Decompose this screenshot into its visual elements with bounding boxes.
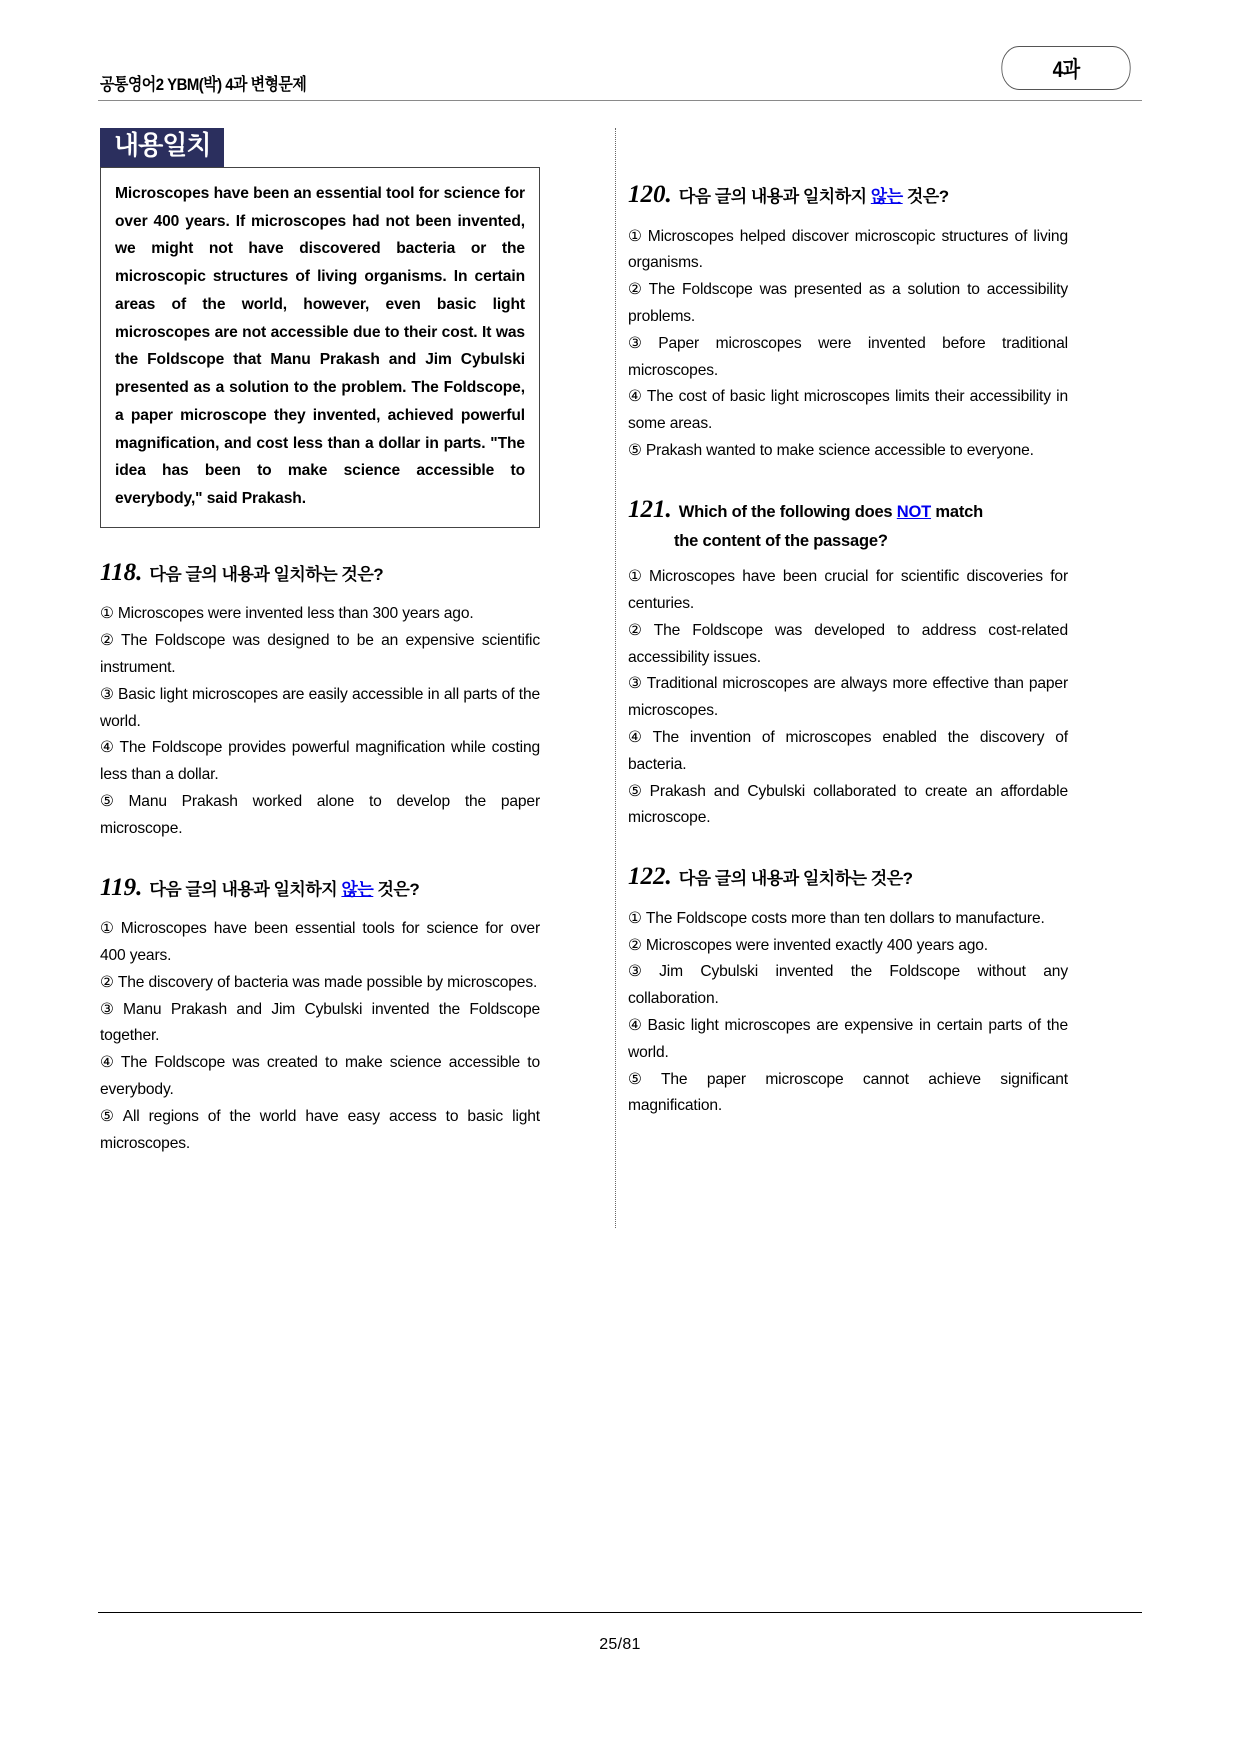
question-120-negation: 않는	[870, 187, 903, 206]
question-120-prompt-before: 다음 글의 내용과 일치하지	[678, 187, 871, 206]
question-120-choice-1[interactable]	[628, 224, 1068, 278]
choice-text: The Foldscope was designed to be an expensive scientific instrument.	[100, 632, 540, 677]
question-121-choice-5[interactable]	[628, 779, 1068, 833]
choice-marker: ②	[628, 936, 642, 954]
choice-text: Prakash and Cybulski collaborated to create an affordable microscope.	[628, 782, 1068, 827]
question-118-choice-3[interactable]	[100, 682, 540, 736]
choice-marker: ④	[100, 739, 116, 757]
question-121-negation: NOT	[896, 502, 932, 521]
question-119-choice-1[interactable]	[100, 916, 540, 970]
choice-marker: ③	[100, 685, 115, 703]
question-119-choice-2[interactable]	[100, 970, 540, 997]
question-119-number: 119.	[100, 873, 143, 901]
question-121-prompt-line2: the content of the passage?	[674, 532, 888, 551]
question-120-choice-5[interactable]	[628, 438, 1068, 465]
choice-marker: ④	[100, 1054, 117, 1072]
question-119-choice-3[interactable]	[100, 997, 540, 1051]
choice-text: The paper microscope cannot achieve significant magnification.	[628, 1070, 1068, 1115]
choice-marker: ⑤	[628, 782, 646, 800]
question-118-choice-4[interactable]	[100, 735, 540, 789]
choice-text: The invention of microscopes enabled the discovery of bacteria.	[628, 728, 1068, 773]
choice-marker: ②	[100, 973, 114, 991]
question-121-number: 121.	[628, 495, 672, 523]
question-122-number: 122.	[628, 863, 672, 891]
choice-marker: ④	[628, 728, 649, 746]
choice-marker: ③	[628, 334, 655, 352]
question-118-heading	[100, 554, 540, 592]
passage-text: Microscopes have been an essential tool for science for over 400 years. If microscopes had not been invented, we might not have discovered bacteria or the microscopic structures of living organisms. In certain areas of the world, however, even basic light microscopes are not accessible due to their cost. It was the Foldscope that Manu Prakash and Jim Cybulski presented as a solution to the problem. The Foldscope, a paper microscope they invented, achieved powerful magnification, and cost less than a dollar in parts. "The idea has been to make science accessible to everybody," said Prakash.	[115, 184, 525, 508]
choice-marker: ①	[628, 909, 642, 927]
choice-marker: ③	[100, 1000, 120, 1018]
question-118-choice-5[interactable]	[100, 789, 540, 843]
question-121-choice-2[interactable]	[628, 618, 1068, 672]
section-label: 내용일치	[100, 128, 224, 167]
choice-text: Paper microscopes were invented before traditional microscopes.	[628, 334, 1068, 379]
question-118	[100, 554, 540, 843]
question-121-choice-4[interactable]	[628, 725, 1068, 779]
choice-marker: ⑤	[100, 1107, 119, 1125]
choice-text: Traditional microscopes are always more effective than paper microscopes.	[628, 675, 1068, 720]
question-119-prompt-after: 것은?	[373, 879, 420, 899]
choice-text: The Foldscope was presented as a solution to accessibility problems.	[628, 281, 1068, 325]
question-118-number: 118.	[100, 558, 143, 586]
question-120-choice-4[interactable]	[628, 384, 1068, 438]
question-119	[100, 869, 540, 1158]
choice-text: The Foldscope was created to make science accessible to everybody.	[100, 1054, 540, 1099]
choice-text: All regions of the world have easy access to basic light microscopes.	[100, 1107, 540, 1152]
choice-marker: ⑤	[628, 1070, 658, 1088]
page-header	[0, 0, 1240, 110]
choice-text: Microscopes have been essential tools for science for over 400 years.	[100, 920, 540, 965]
question-118-choice-1[interactable]	[100, 601, 540, 628]
choice-marker: ④	[628, 388, 643, 406]
question-122	[628, 858, 1068, 1120]
choice-marker: ②	[100, 632, 117, 650]
header-title: 공통영어2 YBM(박) 4과 변형문제	[100, 75, 307, 94]
choice-text: Basic light microscopes are expensive in certain parts of the world.	[628, 1016, 1068, 1061]
choice-text: Microscopes were invented exactly 400 years ago.	[645, 936, 988, 954]
question-119-prompt-before: 다음 글의 내용과 일치하지	[149, 879, 342, 899]
choice-text: The Foldscope was developed to address cost-related accessibility issues.	[628, 621, 1068, 666]
question-118-prompt: 다음 글의 내용과 일치하는 것은?	[149, 564, 384, 584]
question-122-choice-4[interactable]	[628, 1013, 1068, 1067]
choice-text: Basic light microscopes are easily accessible in all parts of the world.	[100, 685, 540, 730]
choice-text: Microscopes helped discover microscopic structures of living organisms.	[628, 227, 1068, 272]
question-121-prompt-after: match	[931, 502, 984, 521]
question-120-choice-2[interactable]	[628, 277, 1068, 331]
choice-text: Jim Cybulski invented the Foldscope without any collaboration.	[628, 963, 1068, 1008]
question-119-choice-5[interactable]	[100, 1104, 540, 1158]
choice-marker: ②	[628, 281, 645, 299]
page-number: 25/81	[599, 1636, 641, 1653]
choice-marker: ⑤	[628, 442, 642, 459]
question-119-heading	[100, 869, 540, 907]
choice-marker: ⑤	[100, 793, 125, 811]
question-119-negation: 않는	[341, 879, 374, 899]
question-121-choice-3[interactable]	[628, 671, 1068, 725]
question-121-heading	[628, 491, 1068, 554]
header-divider	[98, 100, 1142, 101]
choice-text: Manu Prakash and Jim Cybulski invented the Foldscope together.	[100, 1000, 540, 1045]
lesson-badge: 4과	[1001, 46, 1130, 90]
question-120-choice-3[interactable]	[628, 331, 1068, 385]
column-divider	[615, 128, 616, 1228]
choice-marker: ①	[100, 920, 117, 938]
question-122-choice-1[interactable]	[628, 906, 1068, 933]
question-121-choice-1[interactable]	[628, 564, 1068, 618]
footer-divider	[98, 1612, 1142, 1613]
choice-marker: ①	[628, 227, 644, 245]
choice-text: Microscopes were invented less than 300 years ago.	[117, 605, 474, 623]
choice-text: The Foldscope costs more than ten dollars to manufacture.	[645, 909, 1045, 927]
choice-marker: ①	[100, 605, 114, 623]
choice-marker: ④	[628, 1016, 644, 1034]
choice-text: Microscopes have been crucial for scientific discoveries for centuries.	[628, 568, 1068, 612]
question-121	[628, 491, 1068, 832]
choice-text: Prakash wanted to make science accessible to everyone.	[645, 442, 1034, 459]
choice-text: The cost of basic light microscopes limits their accessibility in some areas.	[628, 388, 1068, 433]
question-120	[628, 176, 1068, 465]
question-122-heading	[628, 858, 1068, 896]
choice-text: The Foldscope provides powerful magnification while costing less than a dollar.	[100, 739, 540, 784]
question-122-choice-5[interactable]	[628, 1067, 1068, 1121]
question-121-prompt-before: Which of the following does	[678, 502, 897, 521]
choice-marker: ③	[628, 675, 643, 693]
question-120-heading	[628, 176, 1068, 214]
question-120-number: 120.	[628, 181, 672, 208]
question-119-choice-4[interactable]	[100, 1050, 540, 1104]
question-122-prompt: 다음 글의 내용과 일치하는 것은?	[678, 869, 913, 889]
right-column	[628, 128, 1068, 1120]
passage-box	[100, 167, 540, 528]
question-118-choice-2[interactable]	[100, 628, 540, 682]
choice-text: The discovery of bacteria was made possible by microscopes.	[117, 973, 538, 991]
choice-marker: ③	[628, 963, 656, 981]
choice-text: Manu Prakash worked alone to develop the paper microscope.	[100, 793, 540, 837]
question-122-choice-2[interactable]	[628, 933, 1068, 960]
choice-marker: ①	[628, 568, 646, 586]
left-column	[100, 128, 540, 1158]
question-122-choice-3[interactable]	[628, 959, 1068, 1013]
choice-marker: ②	[628, 621, 650, 639]
question-120-prompt-after: 것은?	[902, 187, 949, 206]
